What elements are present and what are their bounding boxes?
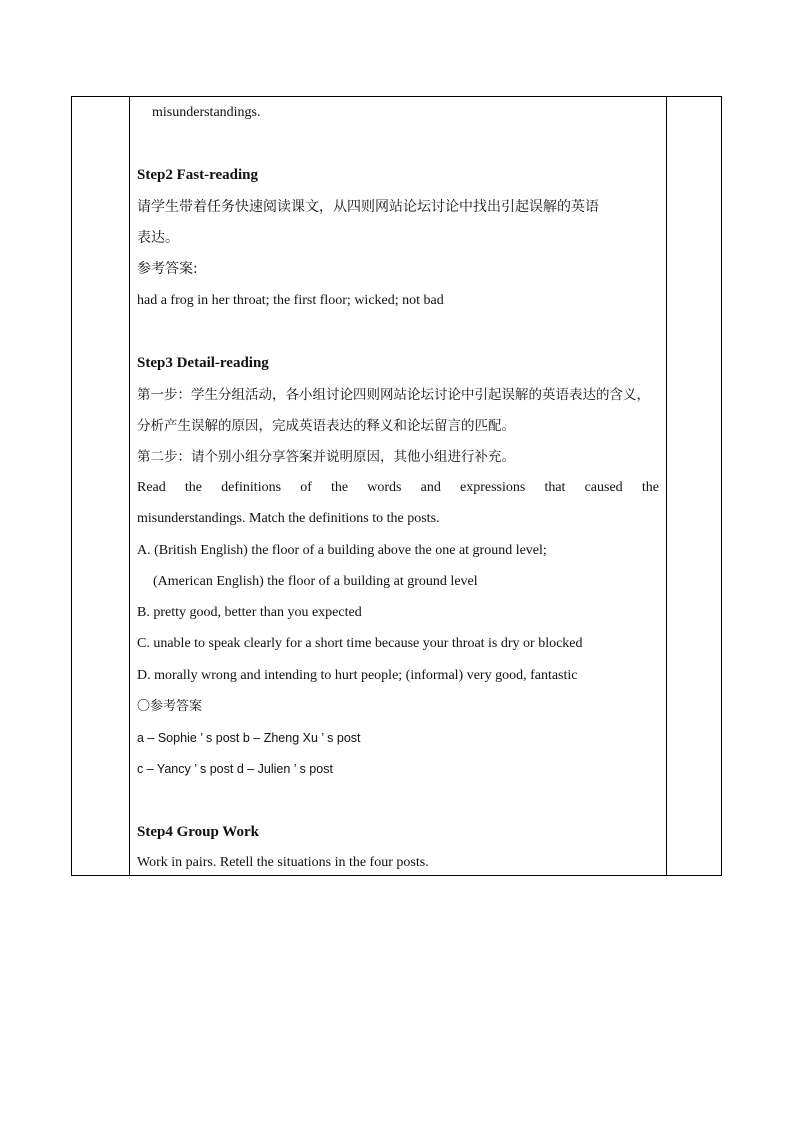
step2-instruction-line2: 表达。 [137, 230, 179, 246]
definition-d: D. morally wrong and intending to hurt people; (informal) very good, fantastic [137, 668, 578, 683]
step3-answer-line2: c – Yancy ’ s post d – Julien ’ s post [137, 762, 333, 776]
step3-task-line2: misunderstandings. Match the definitions to the posts. [137, 511, 440, 526]
task-word: that [544, 480, 566, 495]
definition-b: B. pretty good, better than you expected [137, 605, 362, 620]
task-word: the [184, 480, 203, 495]
task-word: Read [137, 480, 166, 495]
step3-first-step-line1: 第一步：学生分组活动，各小组讨论四则网站论坛讨论中引起误解的英语表达的含义， [137, 387, 650, 403]
step3-answer-label: 〇参考答案 [137, 699, 203, 714]
task-word: definitions [221, 480, 282, 495]
step4-instruction: Work in pairs. Retell the situations in the four posts. [137, 855, 429, 870]
step2-answer-label: 参考答案: [137, 261, 198, 277]
task-word: caused [584, 480, 623, 495]
lesson-table [71, 96, 722, 876]
lesson-content [137, 97, 667, 875]
definition-a-american: (American English) the floor of a building at ground level [153, 574, 478, 589]
task-word: words [367, 480, 402, 495]
task-word: the [331, 480, 349, 495]
step2-instruction-line1: 请学生带着任务快速阅读课文，从四则网站论坛讨论中找出引起误解的英语 [137, 199, 599, 215]
task-word: the [641, 480, 659, 495]
right-column [666, 97, 721, 875]
left-column [72, 97, 130, 875]
definition-a: A. (British English) the floor of a building above the one at ground level; [137, 543, 547, 558]
definition-c: C. unable to speak clearly for a short time because your throat is dry or blocked [137, 636, 583, 651]
step2-answer: had a frog in her throat; the first floor; wicked; not bad [137, 293, 444, 308]
intro-tail-text: misunderstandings. [152, 105, 261, 120]
step4-heading: Step4 Group Work [137, 824, 259, 840]
step3-heading: Step3 Detail-reading [137, 355, 269, 371]
step2-heading: Step2 Fast-reading [137, 167, 258, 183]
step3-first-step-line2: 分析产生误解的原因，完成英语表达的释义和论坛留言的匹配。 [137, 418, 515, 434]
step3-answer-line1: a – Sophie ’ s post b – Zheng Xu ’ s post [137, 731, 361, 745]
step3-second-step: 第二步：请个别小组分享答案并说明原因，其他小组进行补充。 [137, 449, 515, 465]
task-word: expressions [459, 480, 526, 495]
task-word: of [300, 480, 312, 495]
step3-task-line1 [137, 478, 659, 498]
task-word: and [420, 480, 441, 495]
